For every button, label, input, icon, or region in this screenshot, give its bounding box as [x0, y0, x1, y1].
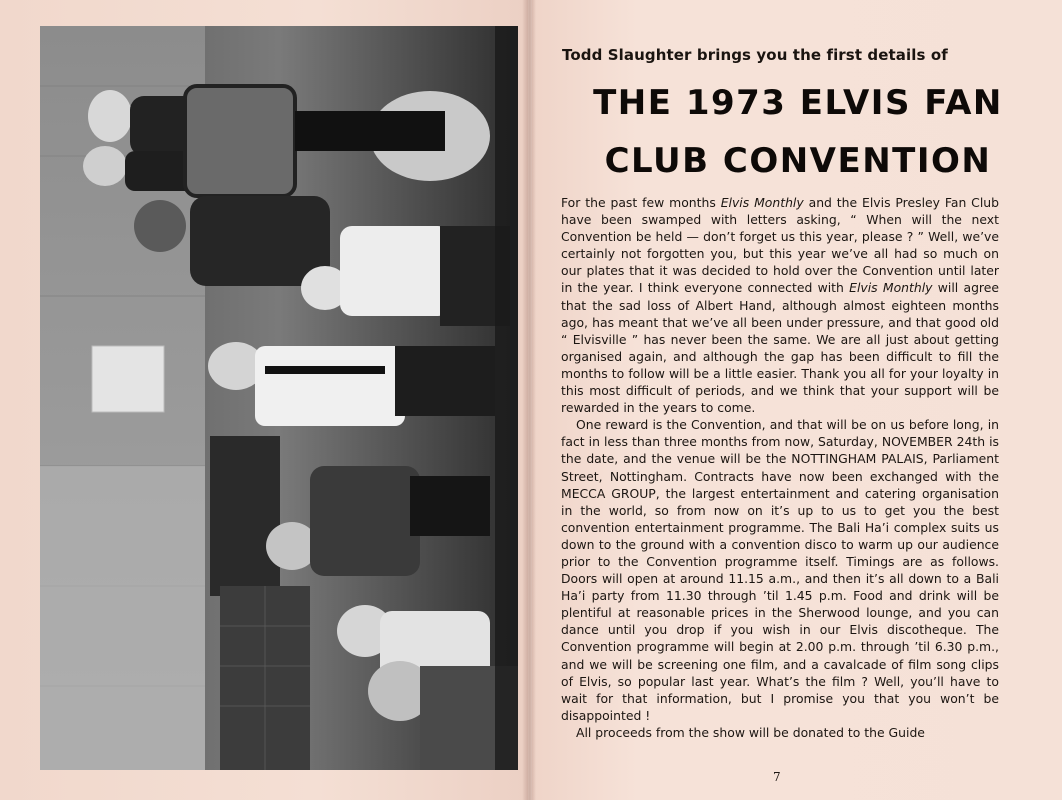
article-paragraph-3: All proceeds from the show will be donated to the Guide — [576, 724, 925, 740]
paragraph-text: and the Elvis Presley Fan Club have been swamped with letters asking, “ When will the next Convention be held — don’t forget us this year, please ? ” Well, we’ve certainly not forgotten you, but this year we’ve all had so much on our plates that it was decided to hold over the Convention until later in the year. I think everyone connected with — [561, 195, 999, 296]
article-byline: Todd Slaughter brings you the first details of — [562, 46, 948, 64]
convention-photograph — [40, 26, 518, 770]
article-headline — [548, 74, 1048, 190]
paragraph-text: will agree that the sad loss of Albert Hand, although almost eighteen months ago, has meant that we’ve all been under pressure, and that good old “ Elvisville ” has never been the same. We are all just about getting organised again, and although the gap has been difficult to fill the months to follow will be a little easier. Thank you all for your loyalty in this most difficult of periods, and we think that your support will be rewarded in the years to come. — [561, 280, 999, 416]
photograph-icon — [40, 26, 518, 770]
article-paragraph-1 — [561, 194, 999, 416]
book-gutter — [522, 0, 536, 800]
page-number: 7 — [773, 770, 781, 784]
article-paragraph-2: One reward is the Convention, and that will be on us before long, in fact in less than three months from now, Saturday, NOVEMBER 24th is the date, and the venue will be the NOTTINGHAM PALAIS, Parliament Street, Nottingham. Contracts have now been exchanged with the MECCA GROUP, the largest entertainment and catering organisation in the world, so from now on it’s up to us to get you the best convention entertainment programme. The Bali Ha’i complex suits us down to the ground with a convention disco to warm up our audience prior to the Convention programme itself. Timings are as follows. Doors will open at around 11.15 a.m., and then it’s all down to a Bali Ha’i party from 11.30 through ’til 1.45 p.m. Food and drink will be plentiful at reasonable prices in the Sherwood lounge, and you can dance until you drop if you wish in our Elvis discotheque. The Convention programme will begin at 2.00 p.m. through ’til 6.30 p.m., and we will be screening one film, and a cavalcade of film song clips of Elvis, so popular last year. What’s the film ? Well, you’ll have to wait for that information, but I promise you that you won’t be disappointed ! — [561, 417, 999, 723]
headline-line-1: THE 1973 ELVIS FAN — [593, 83, 1003, 123]
paragraph-text: For the past few months — [561, 195, 721, 210]
publication-title: Elvis Monthly — [849, 280, 933, 296]
headline-line-2: CLUB CONVENTION — [604, 141, 992, 181]
publication-title: Elvis Monthly — [720, 195, 804, 210]
article-body — [561, 194, 999, 741]
